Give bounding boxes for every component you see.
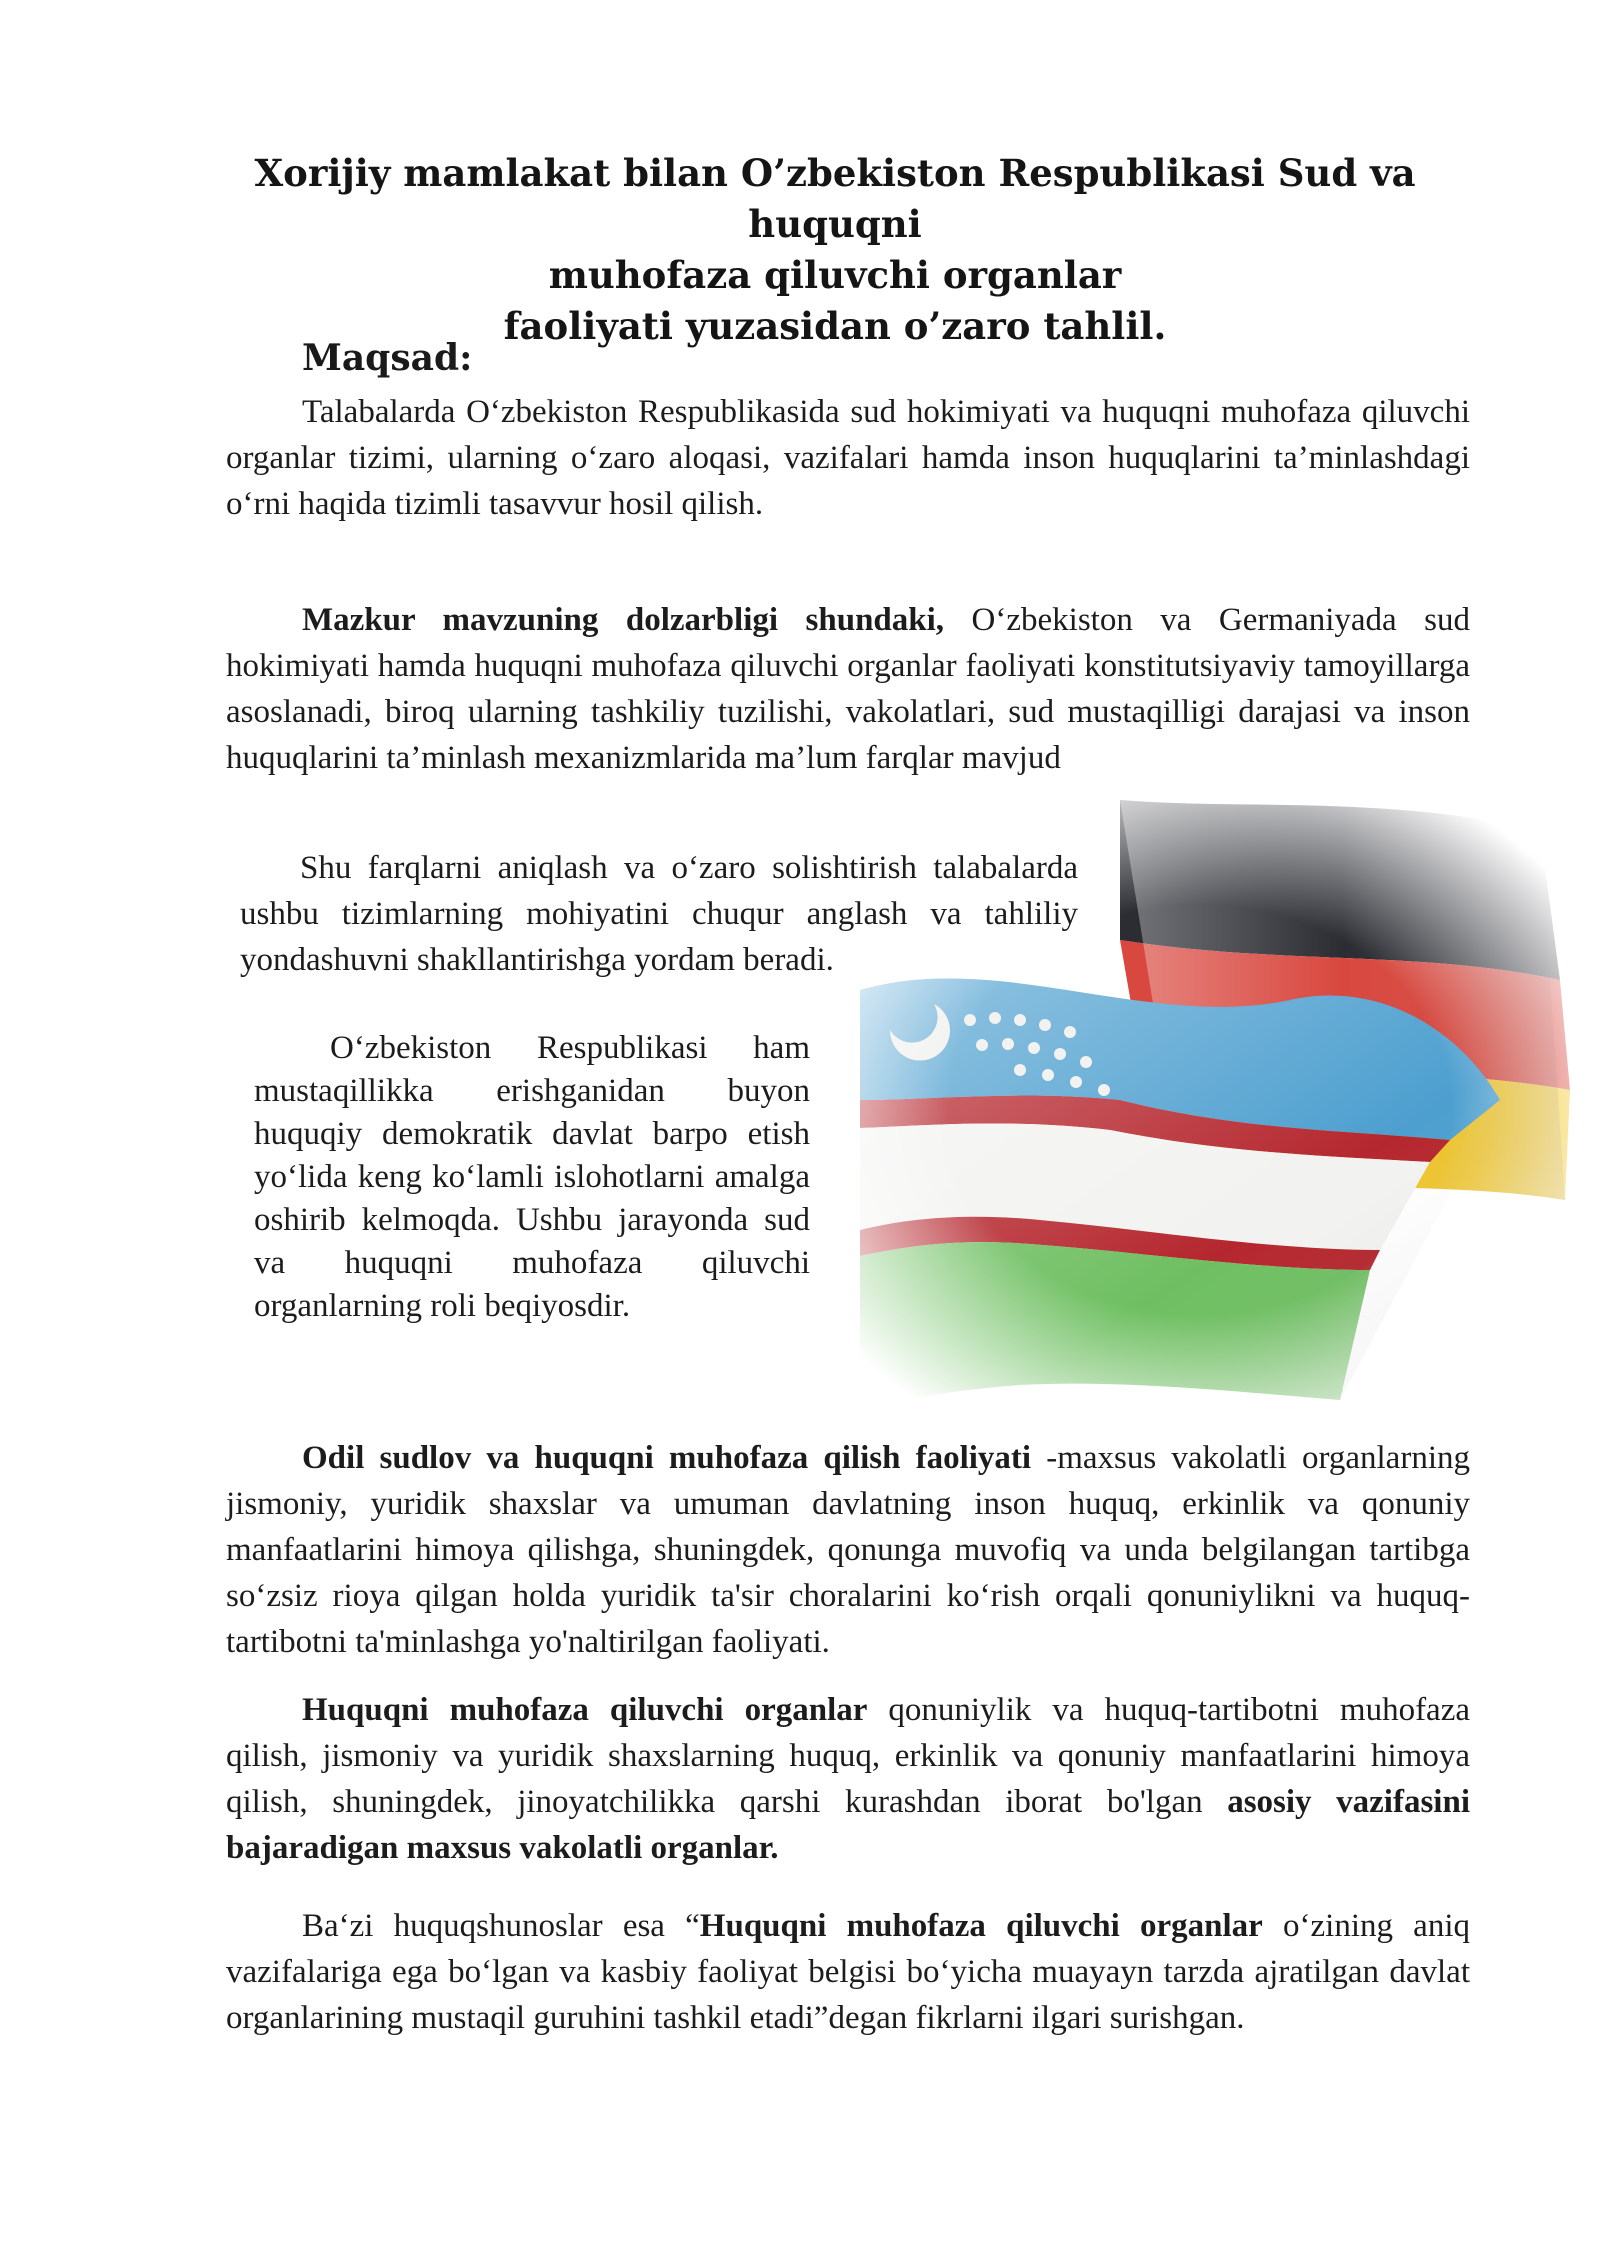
law-enforcement-end: asosiy vazifasini bajaradigan maxsus vakolatli organlar.	[226, 1784, 1470, 1866]
relevance-paragraph	[226, 597, 1470, 781]
relevance-text: O‘zbekiston va Germaniyada sud hokimiyati hamda huquqni muhofaza qiluvchi organlar faoliyati konstitutsiyaviy tamoyillarga asoslanadi, biroq ularning tashkiliy tuzilishi, vakolatlari, sud mustaqilligi darajasi va inson huquqlarini ta’minlash mexanizmlarida ma’lum farqlar mavjud	[226, 602, 1471, 776]
scholars-pre: Ba‘zi huquqshunoslar esa “	[302, 1908, 700, 1944]
justice-text: -maxsus vakolatli organlarning jismoniy, yuridik shaxslar va umuman davlatning inson huquq, erkinlik va qonuniy manfaatlarini himoya qilishga, shuningdek, qonunga muvofiq va unda belgilangan tartibga so‘zsiz rioya qilgan holda yuridik ta'sir choralarini ko‘rish orqali qonuniylikni va huquq-tartibotni ta'minlashga yo'naltirilgan faoliyati.	[226, 1440, 1470, 1660]
uzbekistan-paragraph: O‘zbekiston Respublikasi ham mustaqillikka erishganidan buyon huquqiy demokratik davlat barpo etish yo‘lida keng ko‘lamli islohotlarni amalga oshirib kelmoqda. Ushbu jarayonda sud va huquqni muhofaza qiluvchi organlarning roli beqiyosdir.	[254, 1030, 810, 1324]
justice-paragraph	[226, 1435, 1470, 1665]
title-line-3: faoliyati yuzasidan o’zaro tahlil.	[503, 304, 1167, 348]
relevance-lead: Mazkur mavzuning dolzarbligi shundaki,	[302, 602, 945, 638]
scholars-lead: Huquqni muhofaza qiluvchi organlar	[699, 1908, 1263, 1944]
goal-heading: Maqsad:	[302, 337, 473, 379]
law-enforcement-lead: Huquqni muhofaza qiluvchi organlar	[302, 1692, 868, 1728]
justice-lead: Odil sudlov va huquqni muhofaza qilish faoliyati	[302, 1440, 1032, 1476]
goal-paragraph: Talabalarda O‘zbekiston Respublikasida sud hokimiyati va huquqni muhofaza qiluvchi organlar tizimi, ularning o‘zaro aloqasi, vazifalari hamda inson huquqlarini ta’minlashdagi o‘rni haqida tizimli tasavvur hosil qilish.	[226, 394, 1470, 522]
title-line-2: muhofaza qiluvchi organlar	[548, 253, 1122, 297]
law-enforcement-text: qonuniylik va huquq-tartibotni muhofaza qilish, jismoniy va yuridik shaxslarning huquq, erkinlik va qonuniy manfaatlarini himoya qilish, shuningdek, jinoyatchilikka qarshi kurashdan iborat bo'lgan	[226, 1692, 1471, 1820]
differences-paragraph: Shu farqlarni aniqlash va o‘zaro solishtirish talabalarda ushbu tizimlarning mohiyatini chuqur anglash va tahliliy yondashuvni shakllantirishga yordam beradi.	[240, 850, 1078, 978]
document-title	[190, 148, 1480, 352]
scholars-text: o‘zining aniq vazifalariga ega bo‘lgan va kasbiy faoliyat belgisi bo‘yicha muayayn tarzda ajratilgan davlat organlarining mustaqil guruhini tashkil etadi”degan fikrlarni ilgari surishgan.	[226, 1908, 1470, 2036]
law-enforcement-paragraph	[226, 1687, 1470, 1871]
scholars-paragraph	[226, 1903, 1470, 2041]
title-line-1: Xorijiy mamlakat bilan O’zbekiston Respublikasi Sud va huquqni	[254, 151, 1416, 246]
